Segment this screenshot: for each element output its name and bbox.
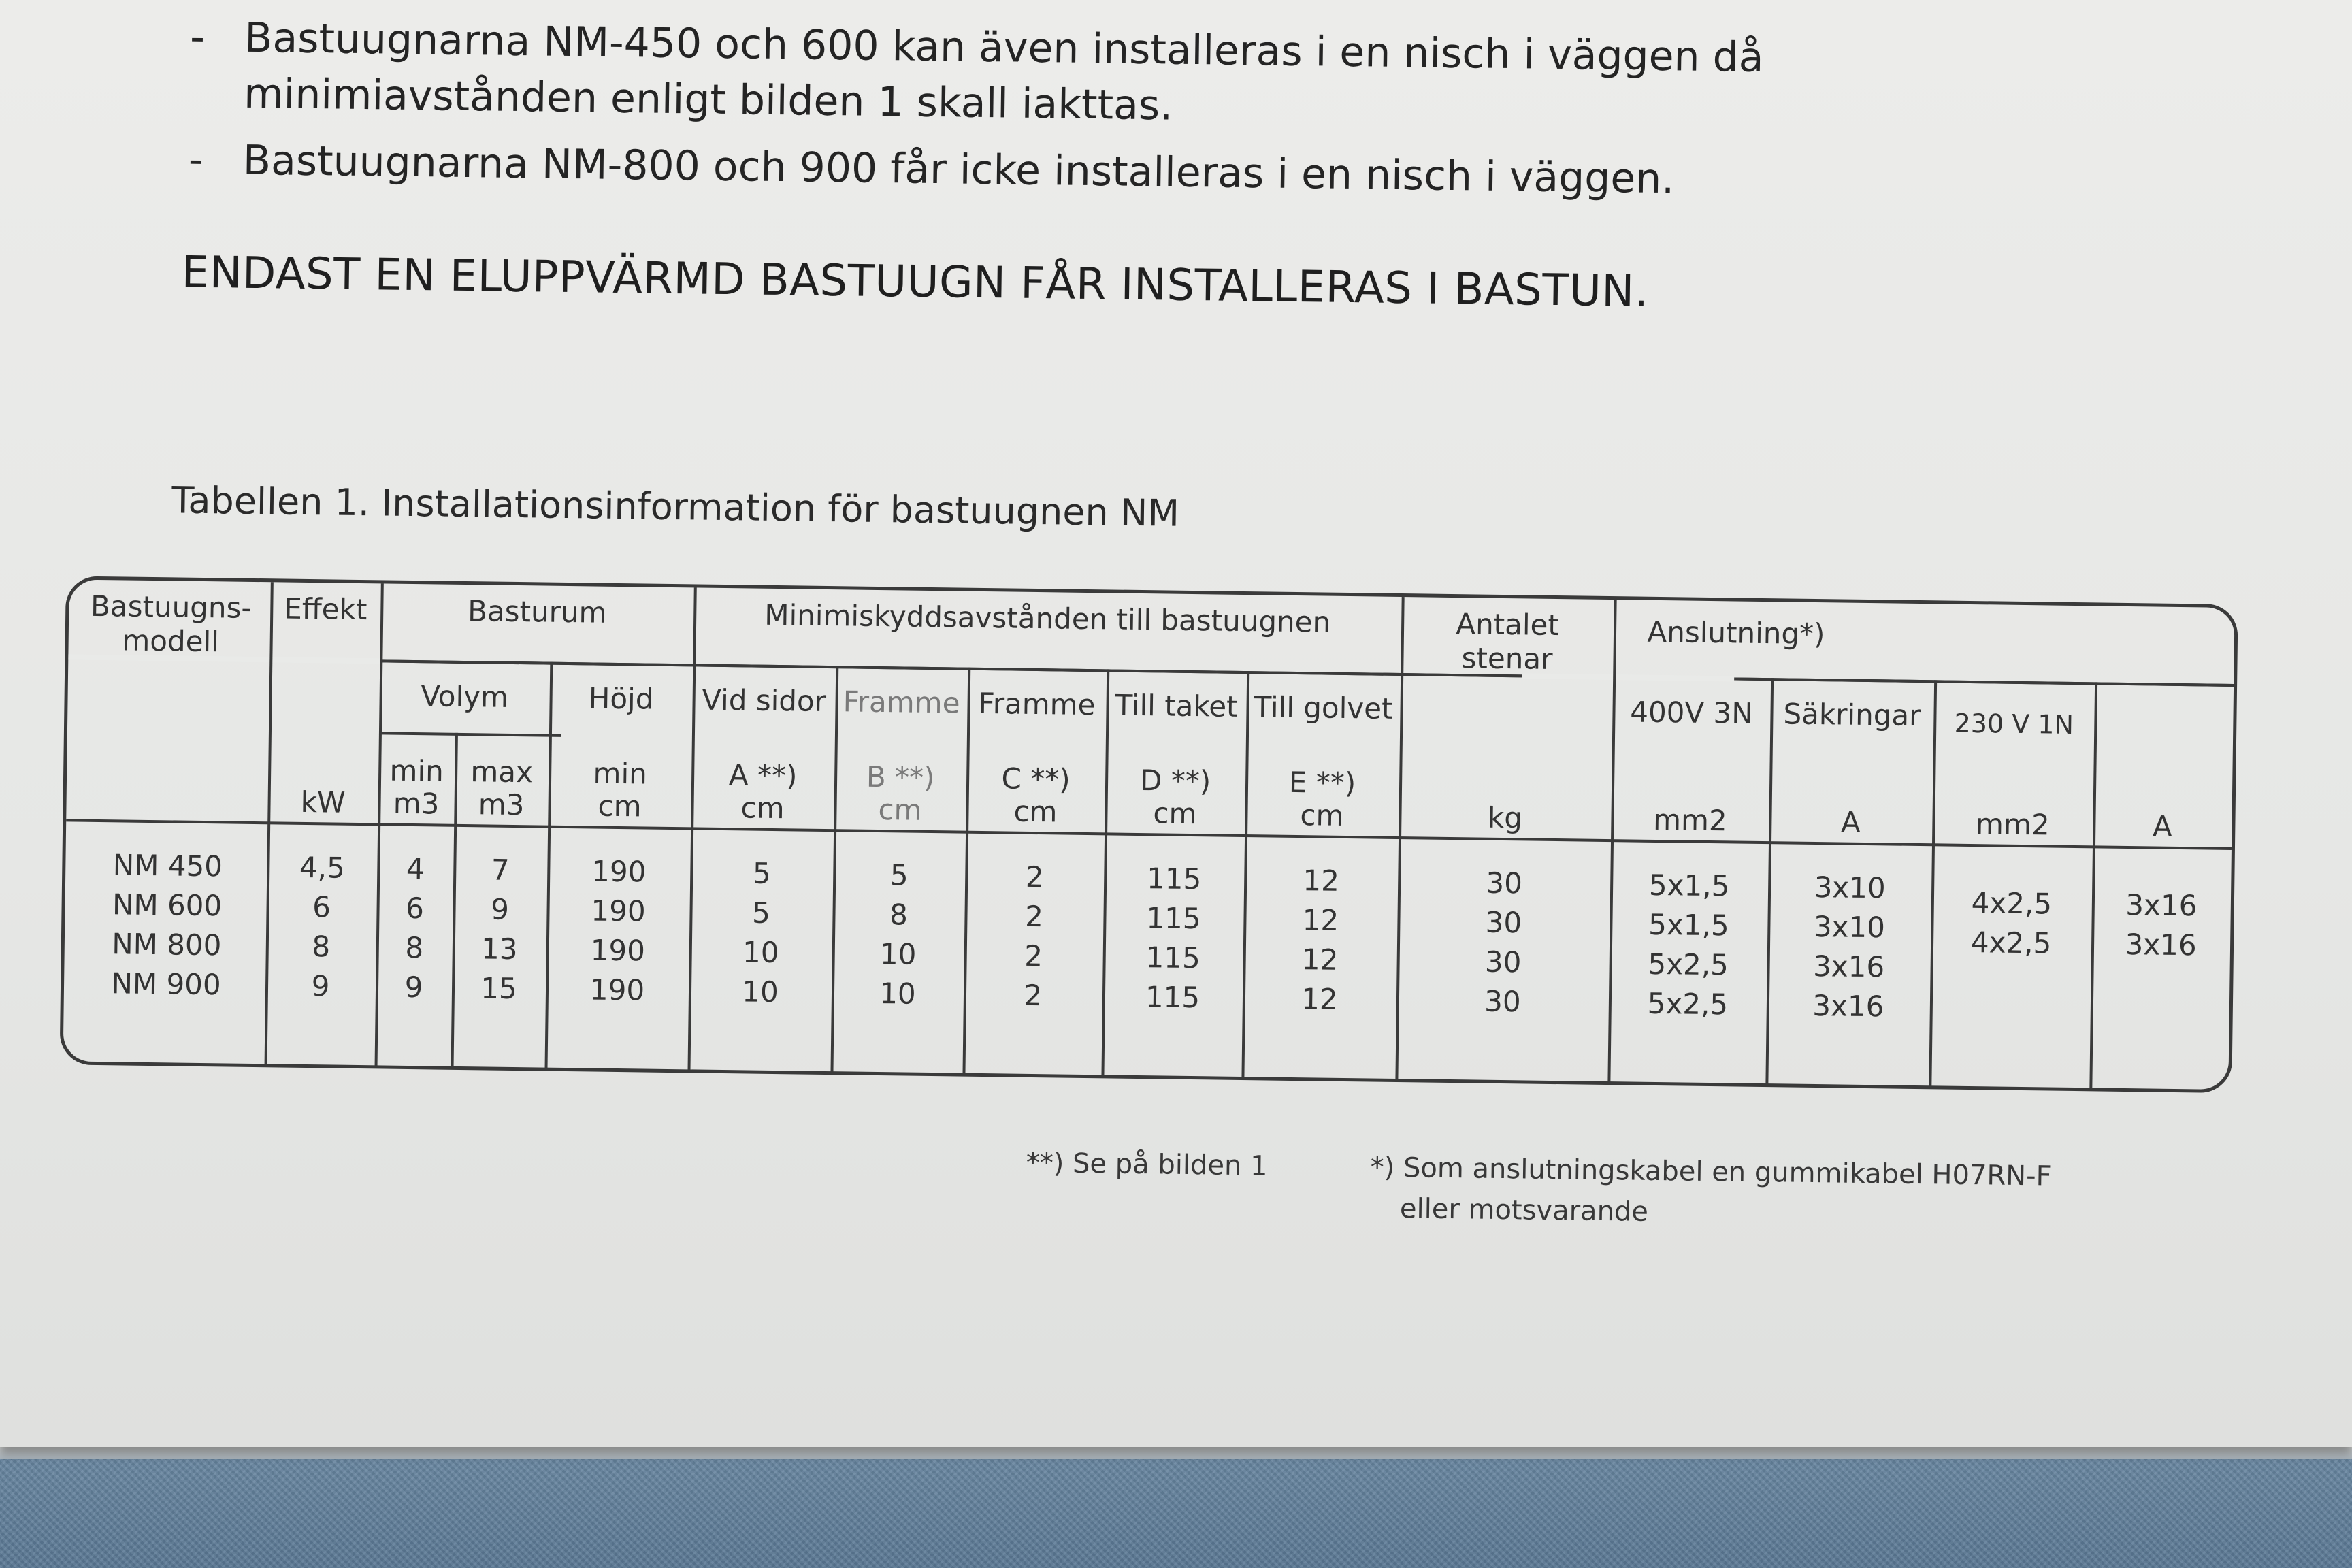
table-cell-a: 5 [751, 896, 771, 930]
table-cell-b: 5 [889, 858, 909, 892]
header-400v-3n: 400V 3N [1629, 695, 1754, 730]
header-minimiskyddsavstand: Minimiskyddsavstånden till bastuugnen [764, 598, 1331, 639]
unit-cm-c: cm [1013, 794, 1058, 829]
table-cell-a: 10 [741, 975, 779, 1009]
table-cell-kg: 30 [1486, 866, 1523, 900]
table-cell-vmax: 13 [480, 932, 518, 966]
table-cell-d: 115 [1145, 980, 1200, 1015]
header-distance-a: A **) [728, 758, 798, 793]
header-volym: Volym [421, 679, 509, 714]
table-cell-kw: 9 [311, 969, 330, 1003]
table-cell-hojd: 190 [590, 933, 646, 968]
table-cell-model: NM 450 [112, 848, 223, 883]
table-cell-e: 12 [1302, 903, 1339, 937]
unit-cm-a: cm [740, 791, 785, 826]
unit-mm2-230v: mm2 [1975, 807, 2050, 842]
header-distance-e: E **) [1288, 765, 1356, 800]
table-cell-b: 10 [879, 977, 917, 1011]
table-cell-s400: 3x10 [1814, 870, 1886, 905]
table-cell-c: 2 [1024, 938, 1043, 973]
unit-amp-400v: A [1840, 805, 1861, 839]
header-volym-min: min [389, 753, 444, 788]
unit-cm-e: cm [1300, 798, 1344, 832]
header-sakringar: Säkringar [1783, 697, 1921, 733]
table-cell-k230: 4x2,5 [1970, 926, 2052, 960]
table-cell-vmax: 7 [491, 853, 510, 887]
unit-amp-230v: A [2152, 809, 2173, 843]
unit-cm-hojd: cm [598, 789, 642, 823]
header-antalet-line2: stenar [1461, 641, 1553, 676]
table-cell-s230: 3x16 [2125, 927, 2197, 962]
table-cell-hojd: 190 [591, 894, 646, 928]
bullet-dash: - [189, 13, 206, 61]
header-antalet-stenar [1401, 606, 1614, 677]
footnote-reference: **) Se på bilden 1 [1026, 1147, 1268, 1182]
unit-cm-d: cm [1153, 796, 1197, 831]
header-hojd-min: min [593, 756, 648, 791]
header-distance-d: D **) [1139, 764, 1211, 798]
table-cell-c: 2 [1024, 899, 1044, 934]
table-cell-s400: 3x16 [1812, 988, 1884, 1024]
warning-heading: ENDAST EN ELUPPVÄRMD BASTUUGN FÅR INSTALLERAS I BASTUN. [181, 247, 1649, 317]
header-till-taket: Till taket [1115, 688, 1238, 723]
table-cell-kg: 30 [1484, 945, 1522, 979]
header-divider-volym [380, 732, 561, 736]
bullet-text-line1: Bastuugnarna NM-800 och 900 får icke installeras i en nisch i väggen. [242, 136, 1675, 203]
header-volym-max: max [470, 755, 534, 789]
table-cell-c: 2 [1024, 978, 1043, 1013]
table-cell-vmax: 15 [480, 971, 518, 1006]
table-cell-model: NM 900 [111, 966, 221, 1002]
table-caption: Tabellen 1. Installationsinformation för bastuugnen NM [171, 478, 1180, 535]
bullet-text-line2: minimiavstånden enligt bilden 1 skall iakttas. [243, 69, 1173, 130]
table-cell-kg: 30 [1485, 905, 1522, 940]
header-hojd: Höjd [588, 681, 654, 716]
table-cell-vmin: 6 [405, 891, 425, 926]
table-cell-vmin: 4 [406, 851, 425, 886]
bullet-text-line1: Bastuugnarna NM-450 och 600 kan även installeras i en nisch i väggen då [244, 14, 1764, 82]
table-cell-s400: 3x10 [1813, 910, 1886, 945]
table-cell-s230: 3x16 [2125, 887, 2198, 923]
header-distance-b: B **) [866, 760, 935, 795]
table-cell-hojd: 190 [589, 973, 645, 1007]
header-model [75, 589, 266, 660]
table-cell-kg: 30 [1484, 984, 1521, 1019]
table-cell-kw: 6 [312, 890, 331, 924]
unit-mm2-400v: mm2 [1652, 802, 1728, 838]
header-distance-c: C **) [1001, 762, 1071, 796]
table-cell-k400: 5x2,5 [1648, 947, 1729, 982]
header-anslutning: Anslutning*) [1647, 615, 1825, 651]
table-cell-c: 2 [1025, 860, 1044, 894]
table-cell-hojd: 190 [591, 854, 647, 889]
header-antalet-line1: Antalet [1456, 607, 1560, 642]
unit-cm-b: cm [878, 792, 922, 827]
footnote-cable-line2: eller motsvarande [1399, 1193, 1649, 1228]
table-cell-vmax: 9 [490, 892, 510, 926]
footnote-cable-line1: *) Som anslutningskabel en gummikabel H07RN-F [1370, 1152, 2052, 1192]
table-cell-a: 5 [752, 856, 771, 890]
header-framme-c: Framme [978, 686, 1096, 722]
table-cell-e: 12 [1301, 982, 1338, 1016]
unit-kw: kW [300, 785, 346, 819]
unit-m3-min: m3 [393, 786, 440, 821]
header-effekt: Effekt [283, 591, 368, 627]
header-framme-b: Framme [843, 685, 960, 720]
table-cell-vmin: 9 [404, 970, 423, 1004]
table-cell-k400: 5x1,5 [1648, 868, 1730, 903]
header-model-line1: Bastuugns- [90, 589, 252, 625]
installation-table [60, 576, 2238, 1093]
table-cell-d: 115 [1146, 862, 1202, 896]
table-cell-a: 10 [742, 935, 779, 970]
table-cell-k230: 4x2,5 [1971, 886, 2053, 921]
table-cell-e: 12 [1303, 864, 1340, 898]
table-cell-s400: 3x16 [1812, 949, 1885, 984]
header-till-golvet: Till golvet [1254, 690, 1393, 725]
header-model-line2: modell [122, 623, 220, 659]
bullet-dash: - [188, 135, 204, 184]
header-230v-1n: 230 V 1N [1954, 708, 2074, 740]
table-cell-e: 12 [1301, 943, 1339, 977]
header-basturum: Basturum [467, 594, 607, 630]
table-cell-vmin: 8 [405, 930, 424, 965]
header-vid-sidor: Vid sidor [701, 683, 827, 718]
table-cell-k400: 5x1,5 [1648, 907, 1729, 943]
table-cell-b: 10 [879, 937, 917, 971]
unit-m3-max: m3 [478, 787, 525, 822]
table-cell-model: NM 800 [111, 927, 222, 962]
table-cell-k400: 5x2,5 [1647, 986, 1729, 1022]
table-cell-kw: 8 [312, 930, 331, 964]
table-cell-b: 8 [889, 898, 909, 932]
table-cell-model: NM 600 [112, 887, 223, 923]
table-cell-kw: 4,5 [299, 850, 346, 885]
table-cell-d: 115 [1146, 901, 1201, 936]
table-cell-d: 115 [1145, 941, 1201, 975]
unit-kg: kg [1487, 800, 1523, 835]
